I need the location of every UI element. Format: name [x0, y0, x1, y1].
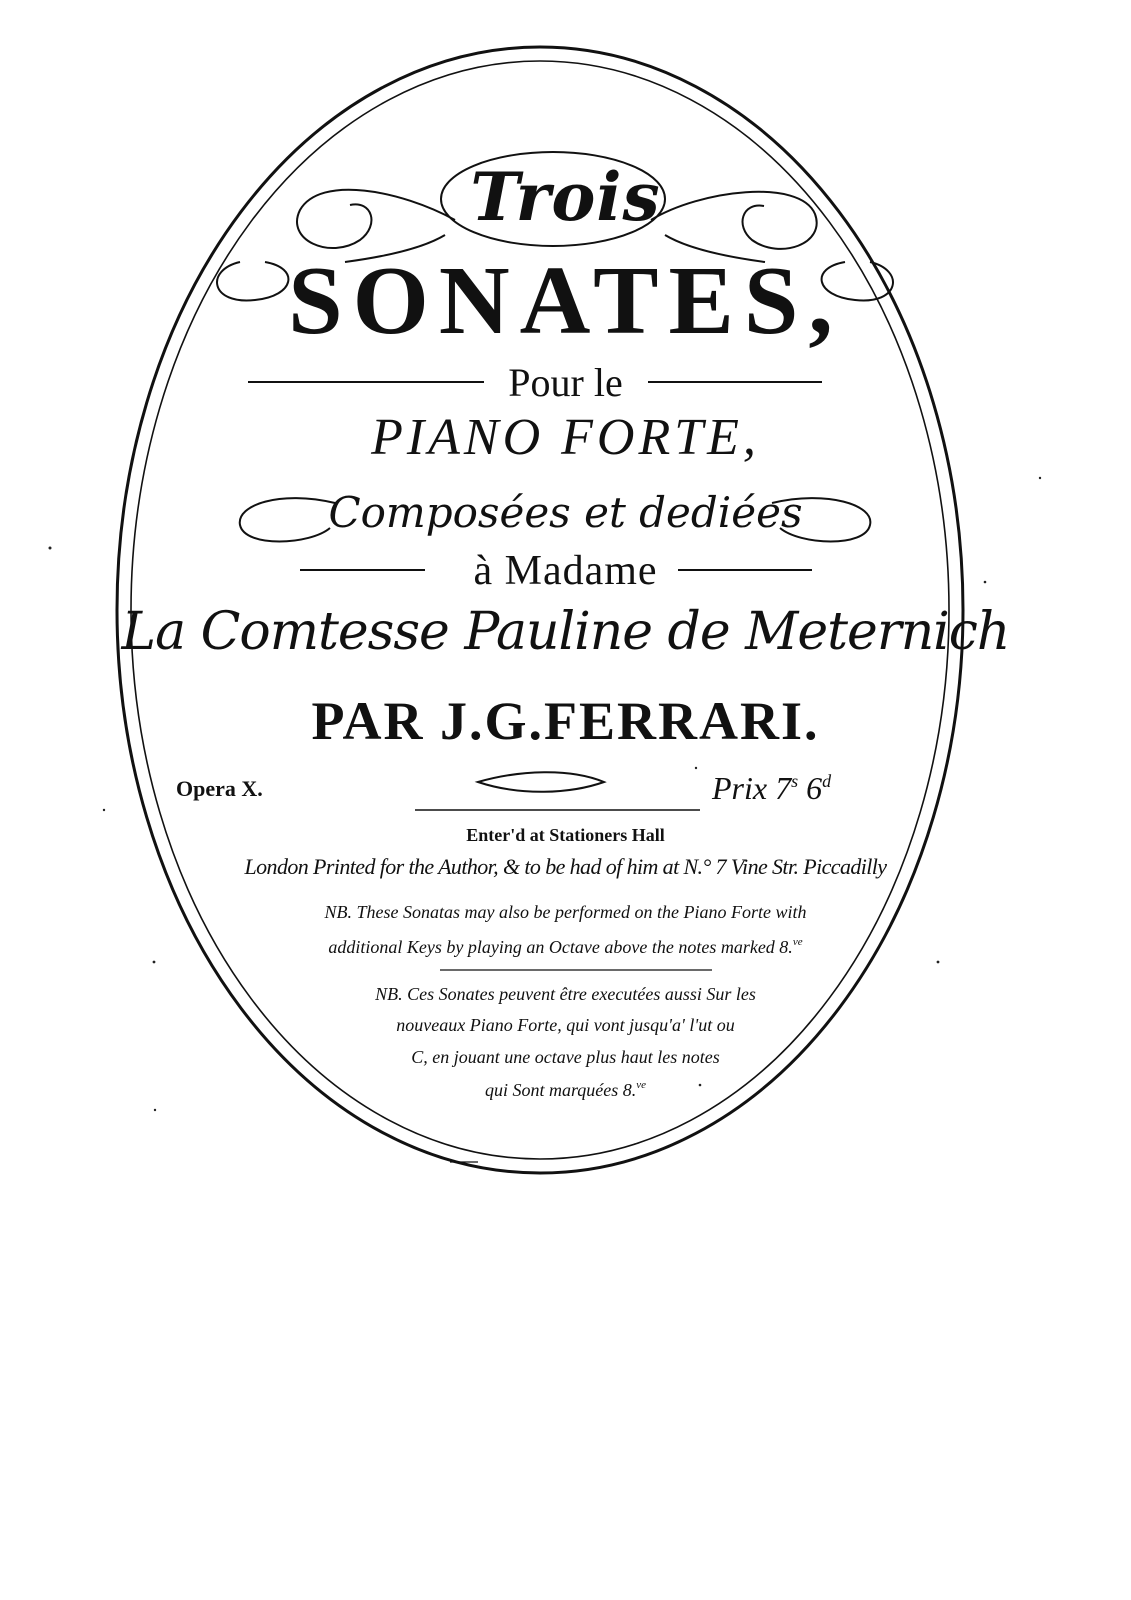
- nb-french-line-1: NB. Ces Sonates peuvent être executées aussi Sur les: [375, 984, 756, 1004]
- nb-french-line-4: [0, 1080, 1131, 1099]
- nb-english-ve: ve: [792, 936, 803, 948]
- price-pounds: Prix 7: [712, 770, 792, 806]
- composer-name: PAR J.G.FERRARI.: [311, 691, 820, 751]
- nb-french-line-3: C, en jouant une octave plus haut les notes: [411, 1047, 720, 1067]
- price-pence: 6: [798, 770, 823, 806]
- price: [712, 772, 831, 804]
- nb-english-line-1: NB. These Sonatas may also be performed on the Piano Forte with: [324, 902, 807, 922]
- nb-english-line-2: [0, 937, 1131, 956]
- nb-french-ve: ve: [636, 1079, 647, 1091]
- imprint-line: London Printed for the Author, & to be had of him at N.° 7 Vine Str. Piccadilly: [244, 854, 887, 879]
- title-trois: Trois: [470, 158, 661, 236]
- price-pence-mark: d: [822, 771, 832, 791]
- title-sonates: SONATES,: [288, 247, 843, 355]
- dedicatee-name: La Comtesse Pauline de Meternich: [121, 602, 1010, 662]
- composees-line: Composées et dediées: [328, 488, 803, 537]
- nb-french-line-2: nouveaux Piano Forte, qui vont jusqu'a' l'ut ou: [396, 1015, 735, 1035]
- nb-english-line-2-text: additional Keys by playing an Octave above the notes marked 8.: [328, 937, 793, 957]
- price-shillings-mark: s: [791, 771, 799, 791]
- nb-french-line-4-text: qui Sont marquées 8.: [484, 1080, 637, 1100]
- a-madame: à Madame: [473, 548, 658, 594]
- center-swash: [478, 772, 604, 792]
- registration-line: Enter'd at Stationers Hall: [466, 825, 665, 845]
- pour-le: Pour le: [508, 360, 623, 405]
- opus-number: Opera X.: [176, 776, 263, 801]
- piano-forte: PIANO FORTE,: [371, 409, 760, 466]
